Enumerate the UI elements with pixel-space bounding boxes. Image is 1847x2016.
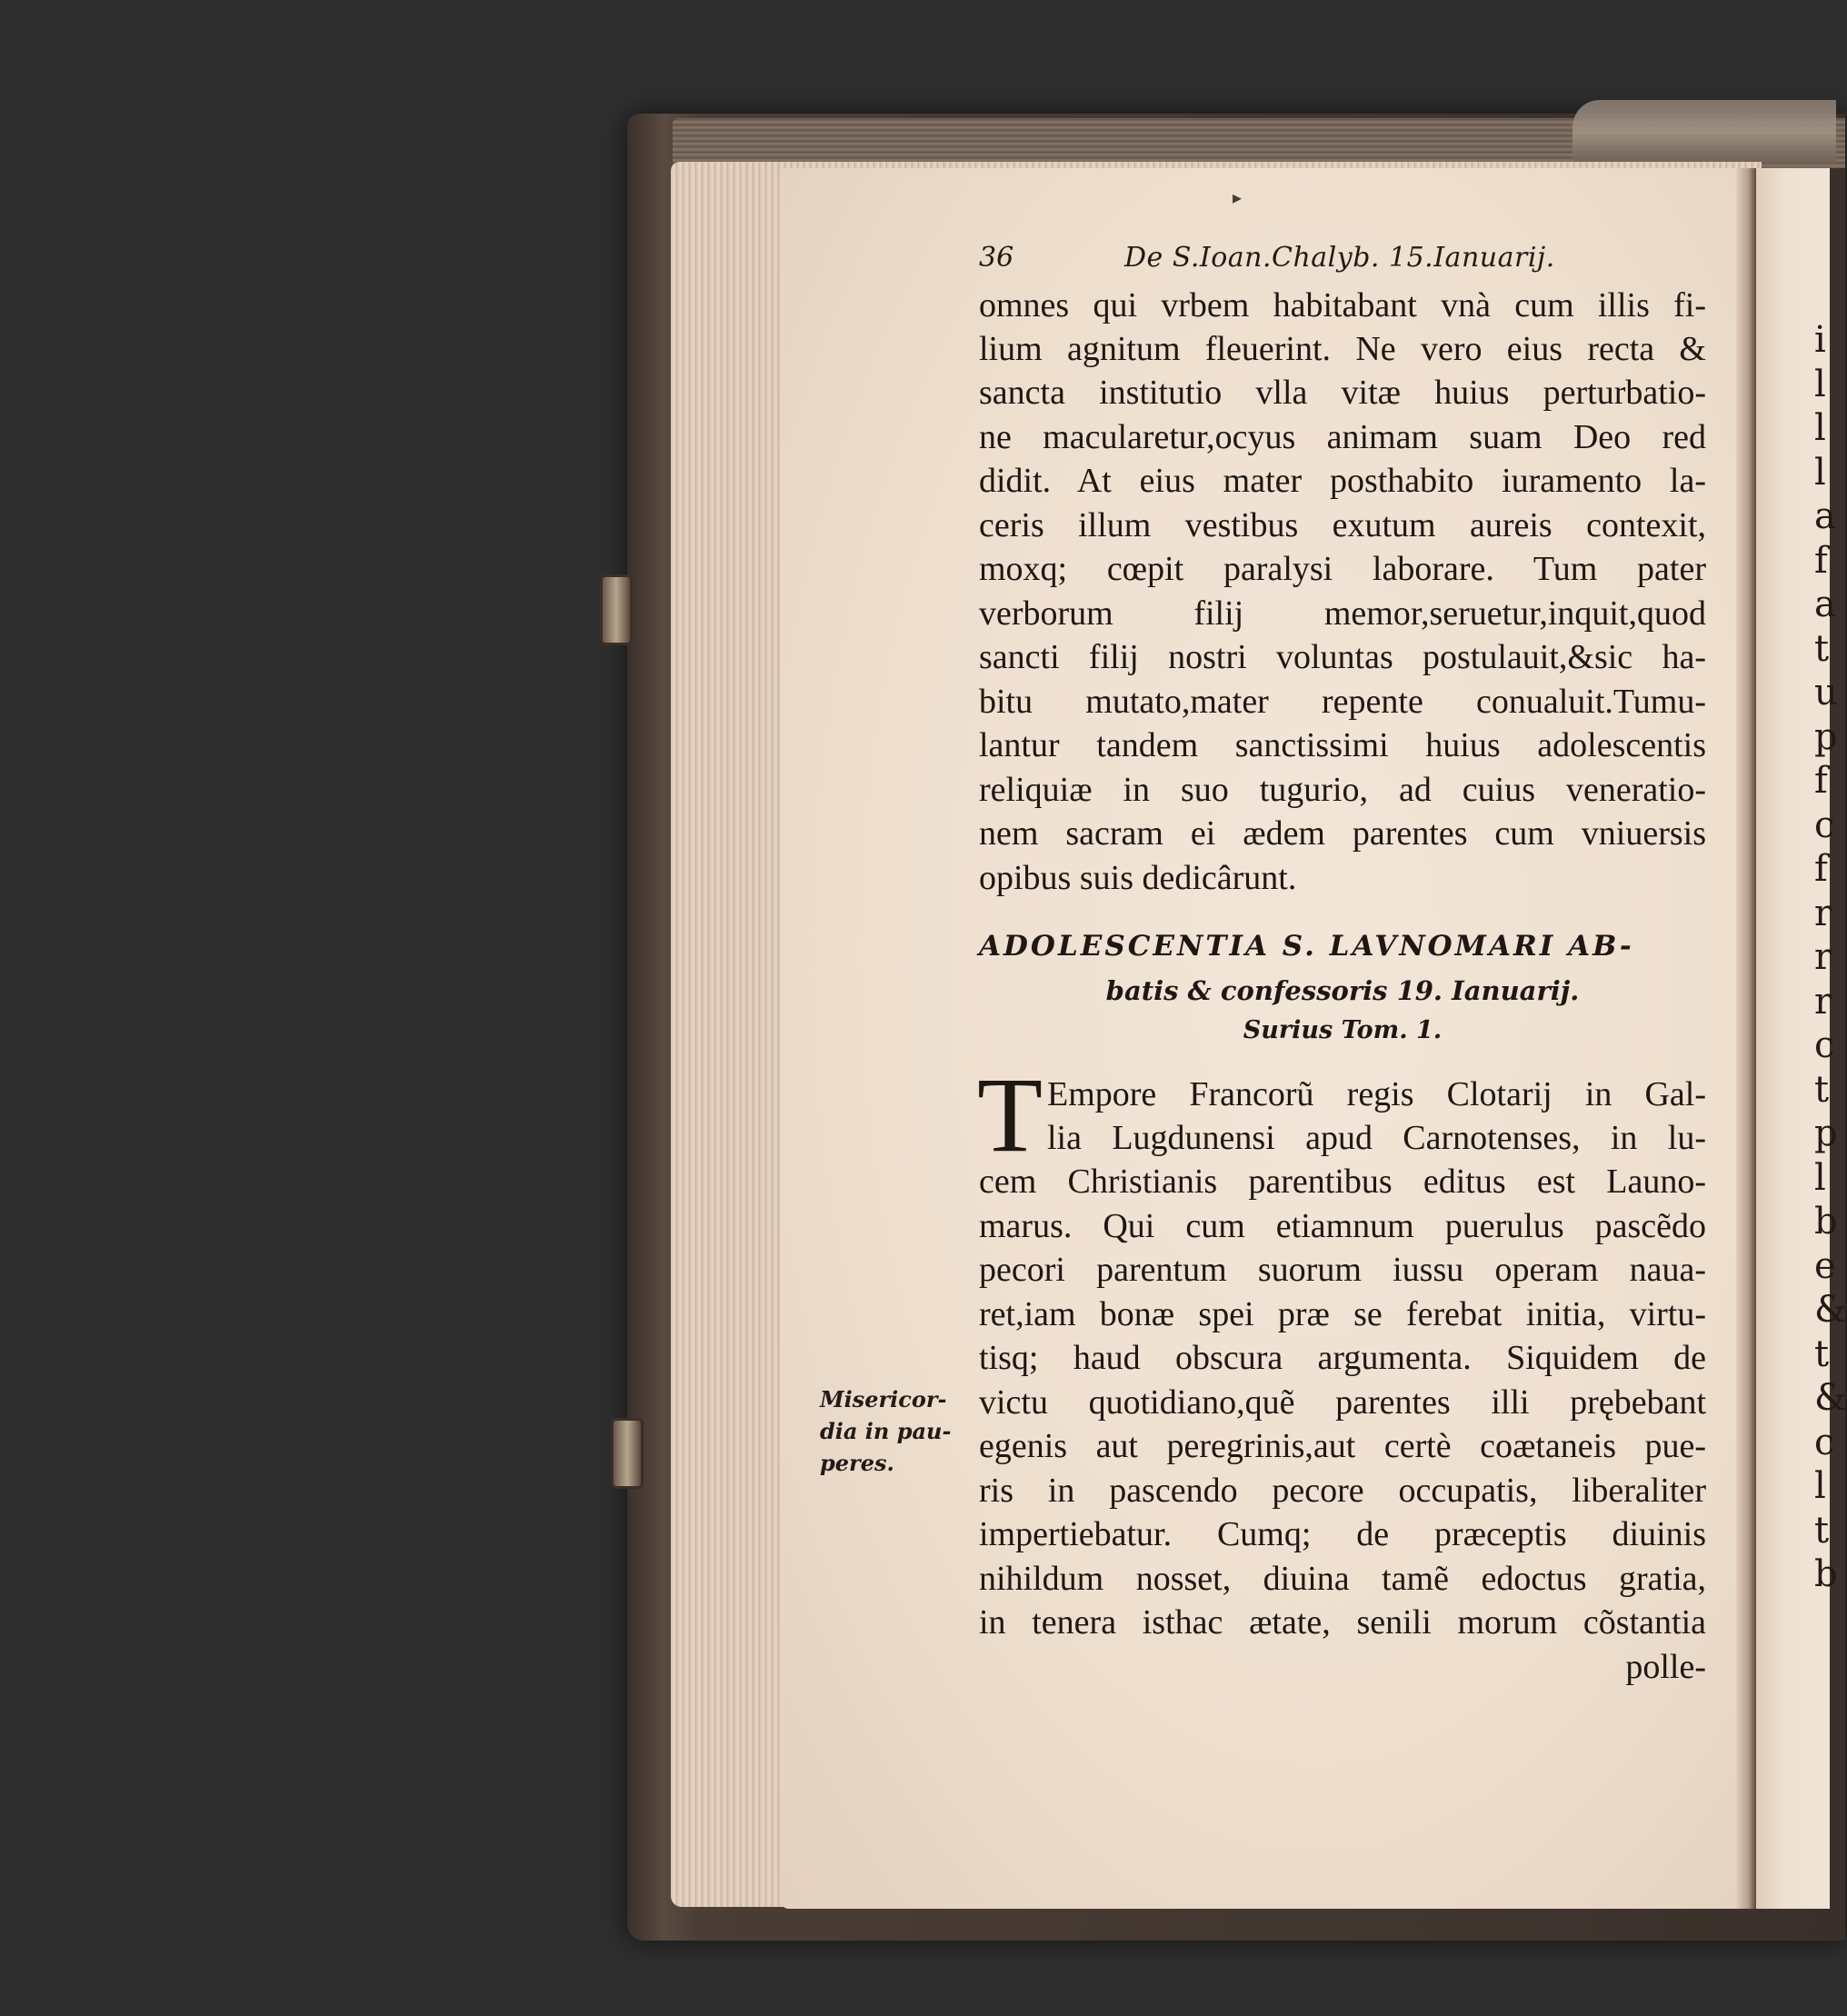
spine-strap (1572, 100, 1836, 164)
clasp-icon (611, 1418, 644, 1489)
text-line: sancti filij nostri voluntas postulauit,&sic ha- (979, 638, 1706, 676)
section-heading: ADOLESCENTIA S. LAVNOMARI AB- (979, 930, 1634, 963)
section-heading-subtitle: batis & confessoris 19. Ianuarij. (1105, 975, 1580, 1006)
text-line: lia Lugdunensi apud Carnotenses, in lu- (1047, 1119, 1706, 1157)
margin-note (820, 1383, 965, 1479)
text-line: ne macularetur,ocyus animam suam Deo red (979, 418, 1706, 456)
page-number: 36 (979, 242, 1014, 274)
text-line: omnes qui vrbem habitabant vnà cum illis fi- (979, 286, 1706, 324)
text-line: ceris illum vestibus exutum aureis contexit, (979, 506, 1706, 544)
running-head-title: De S.Ioan.Chalyb. 15.Ianuarij. (1124, 242, 1555, 274)
book-gutter (1736, 168, 1756, 1909)
text-line: ret,iam bonæ spei præ se ferebat initia, virtu- (979, 1295, 1706, 1333)
text-line: Empore Francorũ regis Clotarij in Gal- (1047, 1075, 1706, 1113)
text-line: bitu mutato,mater repente conualuit.Tumu- (979, 683, 1706, 721)
text-line: moxq; cœpit paralysi laborare. Tum pater (979, 550, 1706, 588)
ornament-icon: ▸ (1233, 186, 1243, 208)
text-line: ris in pascendo pecore occupatis, liberaliter (979, 1472, 1706, 1510)
clasp-icon (600, 574, 633, 645)
margin-note-line: peres. (820, 1450, 894, 1476)
drop-cap: T (977, 1055, 1043, 1174)
text-line: egenis aut peregrinis,aut certè coætaneis pue- (979, 1427, 1706, 1465)
margin-note-line: Misericor- (820, 1386, 947, 1412)
running-head (979, 242, 1706, 287)
section-source: Surius Tom. 1. (1243, 1016, 1443, 1044)
text-line: lium agnitum fleuerint. Ne vero eius recta & (979, 330, 1706, 368)
text-line: reliquiæ in suo tugurio, ad cuius veneratio- (979, 771, 1706, 809)
text-line: marus. Qui cum etiamnum puerulus pascẽdo (979, 1207, 1706, 1245)
text-line: in tenera isthac ætate, senili morum cõstantia (979, 1603, 1706, 1642)
facing-page-letters: i l l l a f a t u p f c f r r r c t p l b e & t & c l t b (1814, 319, 1847, 1595)
text-line: impertiebatur. Cumq; de præceptis diuinis (979, 1515, 1706, 1553)
text-line: sancta institutio vlla vitæ huius perturbatio- (979, 374, 1706, 412)
catchword: polle- (1625, 1648, 1706, 1686)
text-line: victu quotidiano,quẽ parentes illi prębebant (979, 1383, 1706, 1422)
text-line: cem Christianis parentibus editus est Launo- (979, 1163, 1706, 1201)
text-line: lantur tandem sanctissimi huius adolescentis (979, 726, 1706, 764)
text-line: pecori parentum suorum iussu operam naua- (979, 1251, 1706, 1289)
text-line: verborum filij memor,seruetur,inquit,quod (979, 594, 1706, 633)
text-line: didit. At eius mater posthabito iuramento la- (979, 462, 1706, 500)
text-line: nihildum nosset, diuina tamẽ edoctus gratia, (979, 1560, 1706, 1598)
text-line: opibus suis dedicârunt. (979, 859, 1297, 897)
text-line: nem sacram ei ædem parentes cum vniuersis (979, 814, 1706, 853)
text-line: tisq; haud obscura argumenta. Siquidem de (979, 1339, 1706, 1377)
margin-note-line: dia in pau- (820, 1418, 952, 1444)
